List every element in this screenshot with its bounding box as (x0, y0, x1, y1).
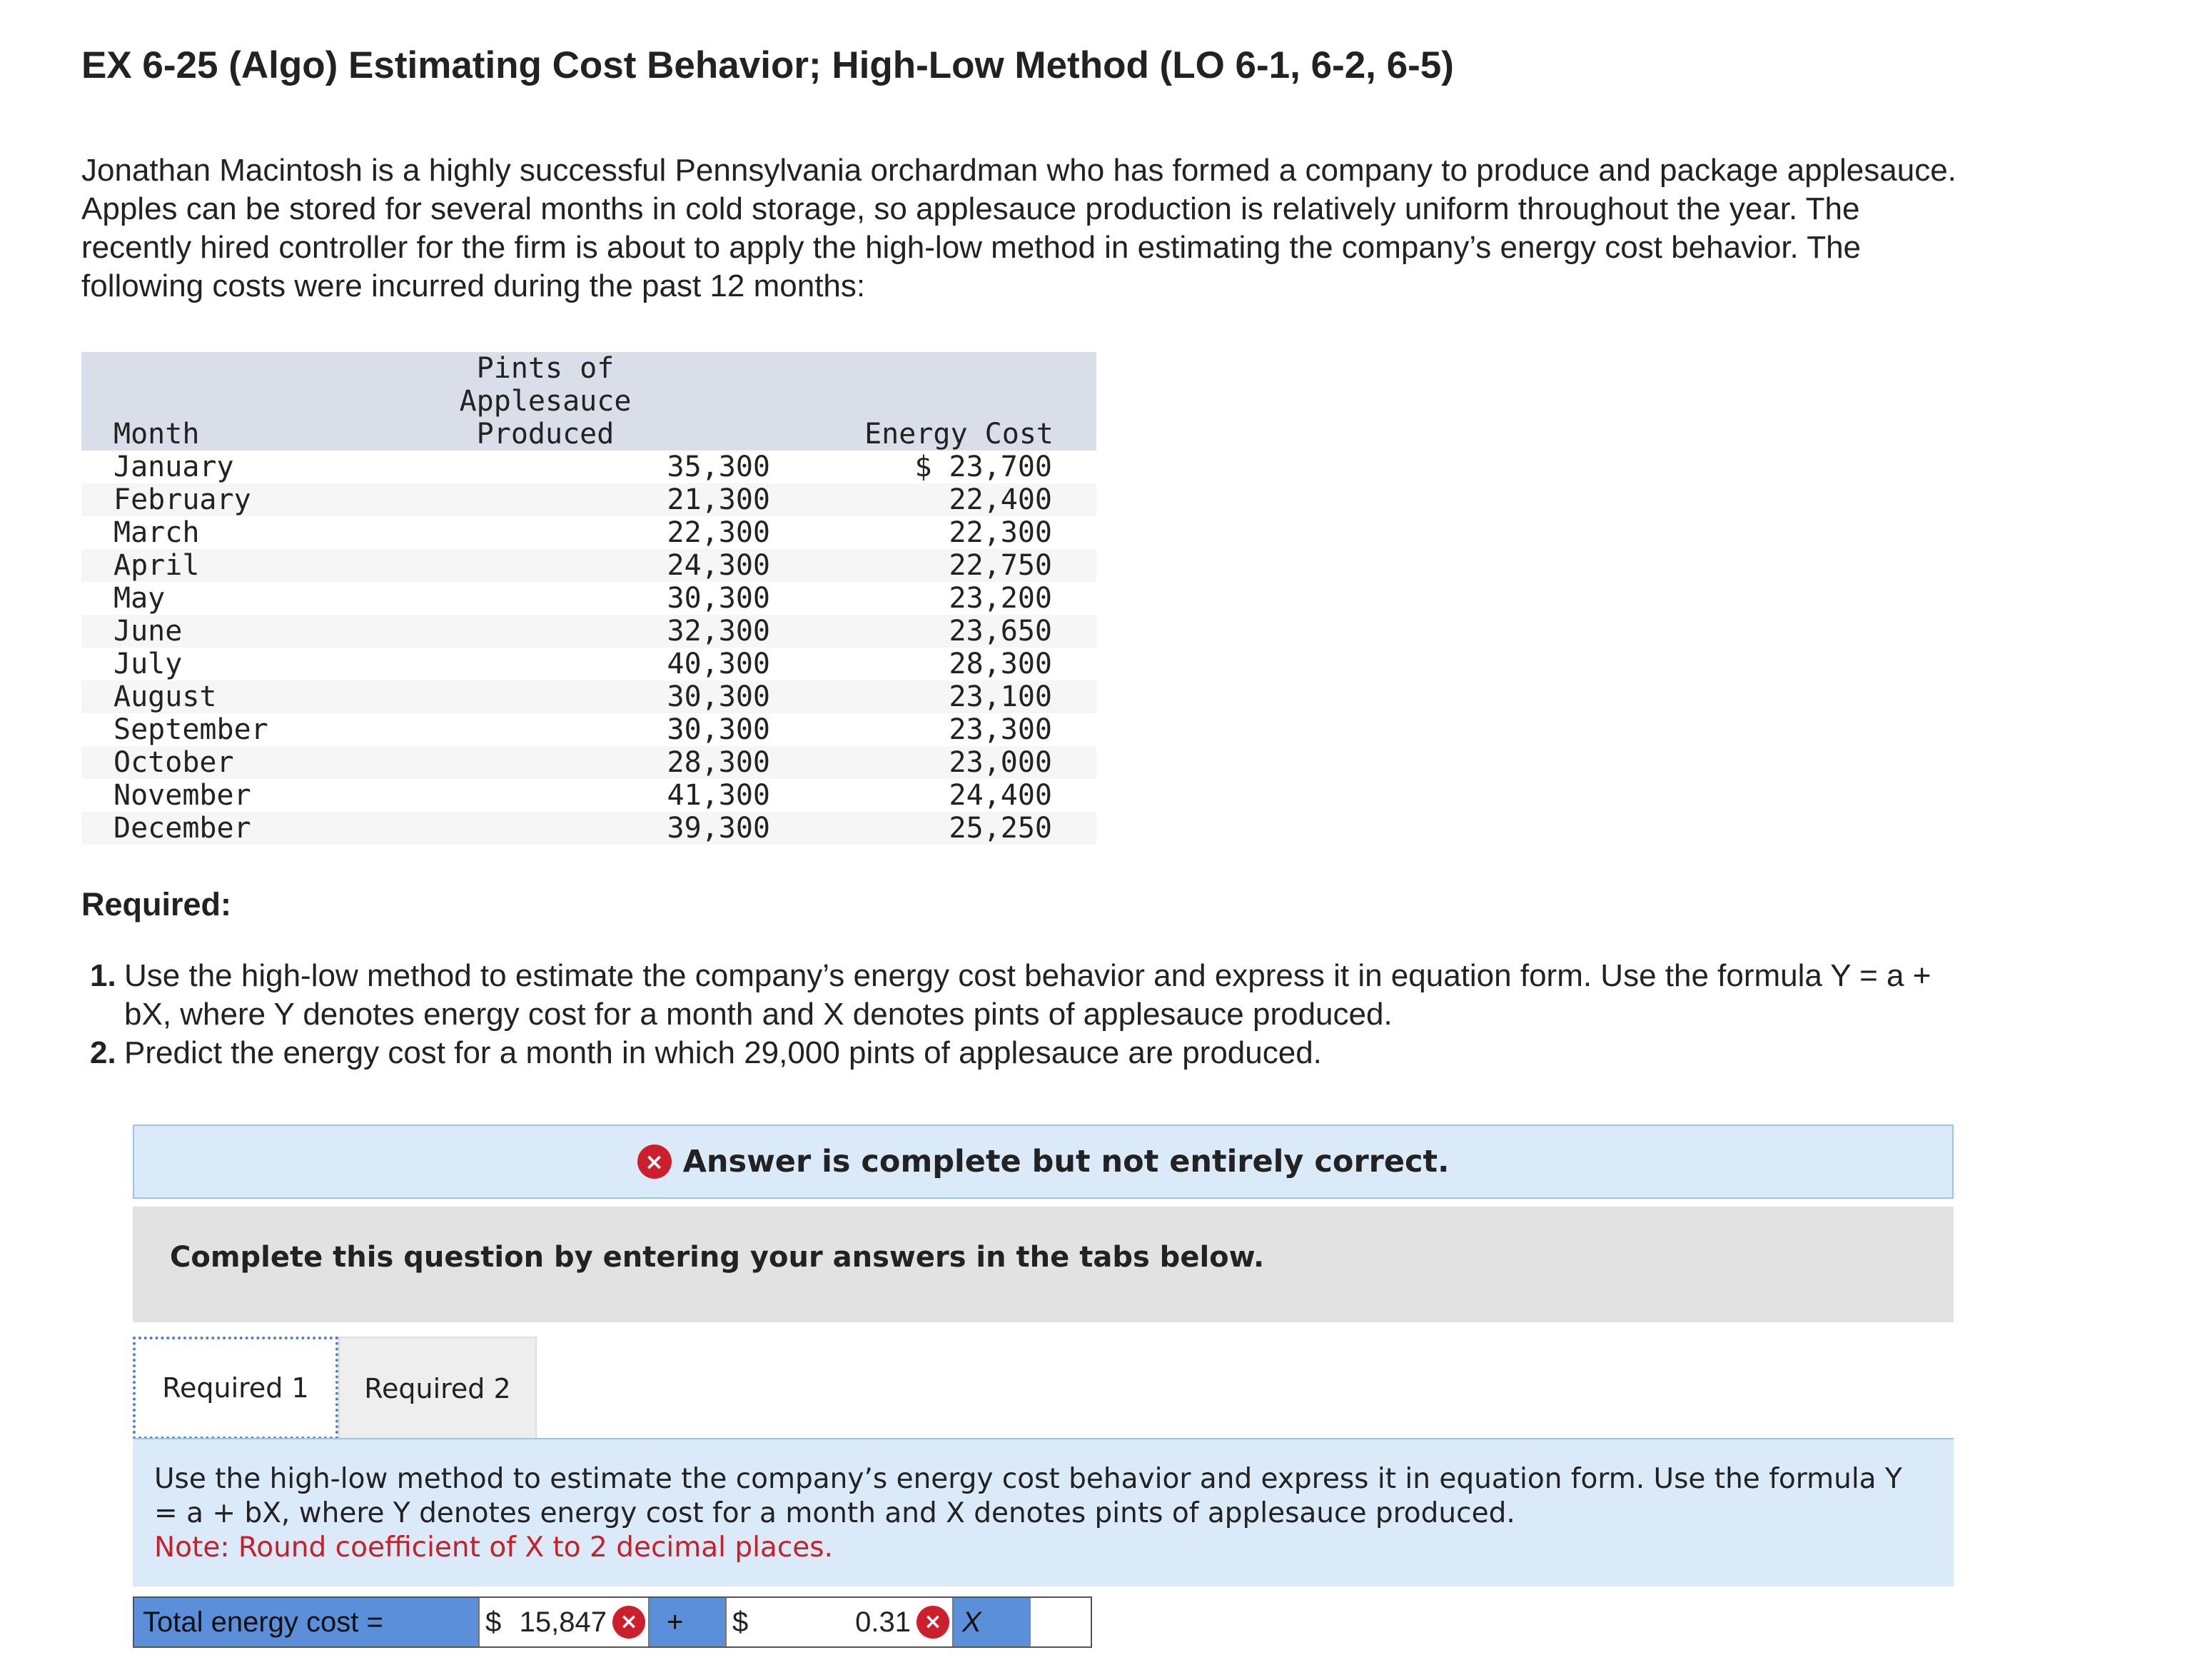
plus-sign: + (648, 1598, 727, 1646)
required-list (81, 957, 2151, 1072)
table-header (81, 352, 1096, 451)
fixed-cost-value: 15,847 (519, 1606, 607, 1638)
header-pints (320, 352, 770, 451)
header-pints-line: Applesauce (459, 385, 632, 418)
cell-month: December (113, 812, 251, 845)
cell-month: February (113, 483, 251, 516)
intro-line: recently hired controller for the firm is about to apply the high-low method in estimating the company’s energy cost behavior. The (81, 230, 1862, 265)
item-text: Use the high-low method to estimate the company’s energy cost behavior and express it in equation form. Use the formula Y = a + (124, 958, 1931, 993)
cell-energy-cost: 23,200 (949, 582, 1052, 615)
header-month: Month (113, 418, 200, 451)
variable-rate-input[interactable] (759, 1598, 952, 1646)
required-item-1 (81, 957, 2151, 1034)
cell-pints: 30,300 (667, 680, 770, 713)
table-row (81, 516, 1096, 549)
instruction-text: Complete this question by entering your answers in the tabs below. (170, 1241, 1265, 1274)
cell-month: January (113, 451, 234, 483)
intro-paragraph (81, 151, 2151, 306)
table-row (81, 812, 1096, 845)
panel-line: = a + bX, where Y denotes energy cost for a month and X denotes pints of applesauce produced. (154, 1497, 1515, 1529)
fixed-cost-input[interactable] (512, 1598, 648, 1646)
table-row (81, 615, 1096, 648)
table-row (81, 549, 1096, 582)
table-row (81, 451, 1096, 483)
table-row (81, 648, 1096, 680)
error-x-icon: × (637, 1145, 672, 1179)
cell-month: July (113, 648, 183, 680)
cell-energy-cost: 23,300 (949, 713, 1052, 746)
header-energy-cost: Energy Cost (864, 418, 1054, 451)
cell-energy-cost: 25,250 (949, 812, 1052, 845)
cell-energy-cost: 22,750 (949, 549, 1052, 582)
cell-month: April (113, 549, 200, 582)
cell-energy-cost: 24,400 (949, 779, 1052, 812)
cell-energy-cost: 23,650 (949, 615, 1052, 648)
cell-month: November (113, 779, 251, 812)
tab-required-2[interactable] (338, 1337, 537, 1439)
currency-symbol: $ (480, 1598, 512, 1646)
tab-label: Required 1 (162, 1372, 309, 1404)
instruction-box (133, 1207, 1954, 1322)
required-heading: Required: (81, 886, 232, 922)
cell-pints: 30,300 (667, 582, 770, 615)
cell-pints: 35,300 (667, 451, 770, 483)
table-row (81, 680, 1096, 713)
cell-month: August (113, 680, 217, 713)
cell-energy-cost: 23,100 (949, 680, 1052, 713)
cell-month: September (113, 713, 268, 746)
item-number: 1. (90, 958, 116, 993)
cell-pints: 21,300 (667, 483, 770, 516)
cell-energy-cost: 22,400 (949, 483, 1052, 516)
item-text: Predict the energy cost for a month in which 29,000 pints of applesauce are produced. (124, 1035, 1322, 1070)
incorrect-x-icon: × (916, 1606, 949, 1639)
table-row (81, 483, 1096, 516)
page-title: EX 6-25 (Algo) Estimating Cost Behavior; High-Low Method (LO 6-1, 6-2, 6-5) (81, 44, 1454, 86)
tab-label: Required 2 (364, 1373, 511, 1404)
table-row (81, 582, 1096, 615)
intro-line: following costs were incurred during the past 12 months: (81, 268, 866, 303)
cell-energy-cost: 28,300 (949, 648, 1052, 680)
cell-energy-cost: $ 23,700 (914, 451, 1052, 483)
cell-pints: 24,300 (667, 549, 770, 582)
cell-energy-cost: 23,000 (949, 746, 1052, 779)
table-row (81, 779, 1096, 812)
tab-required-1[interactable] (133, 1337, 338, 1439)
header-pints-line: Pints of (476, 352, 615, 385)
item-text: bX, where Y denotes energy cost for a month and X denotes pints of applesauce produced. (124, 997, 1393, 1032)
table-body (81, 451, 1096, 845)
cell-pints: 30,300 (667, 713, 770, 746)
table-row (81, 746, 1096, 779)
required-item-2 (81, 1034, 2151, 1072)
header-pints-line: Produced (476, 418, 615, 451)
cell-month: March (113, 516, 200, 549)
currency-symbol: $ (727, 1598, 759, 1646)
tab-panel (133, 1438, 1954, 1586)
cell-month: October (113, 746, 234, 779)
panel-note: Note: Round coefficient of X to 2 decimal places. (154, 1531, 833, 1564)
intro-line: Jonathan Macintosh is a highly successful Pennsylvania orchardman who has formed a company to produce and package applesauce. (81, 153, 1956, 188)
equation-label: Total energy cost = (134, 1598, 480, 1646)
cell-month: May (113, 582, 166, 615)
cell-pints: 40,300 (667, 648, 770, 680)
panel-line: Use the high-low method to estimate the company’s energy cost behavior and express it in equation form. Use the formula Y (154, 1463, 1902, 1495)
table-row (81, 713, 1096, 746)
incorrect-x-icon: × (612, 1606, 645, 1639)
cell-pints: 39,300 (667, 812, 770, 845)
intro-line: Apples can be stored for several months in cold storage, so applesauce production is relatively uniform throughout the year. The (81, 191, 1860, 226)
cell-pints: 41,300 (667, 779, 770, 812)
equation-row (133, 1596, 1092, 1648)
cell-pints: 32,300 (667, 615, 770, 648)
variable-rate-value: 0.31 (855, 1606, 911, 1638)
cell-pints: 22,300 (667, 516, 770, 549)
cell-energy-cost: 22,300 (949, 516, 1052, 549)
cell-pints: 28,300 (667, 746, 770, 779)
cell-month: June (113, 615, 183, 648)
cost-data-table (81, 352, 1096, 845)
item-number: 2. (90, 1035, 116, 1070)
x-variable-label: X (952, 1598, 1031, 1646)
answer-status-banner (133, 1125, 1954, 1199)
panel-description (154, 1462, 1924, 1565)
answer-status-text: Answer is complete but not entirely correct. (682, 1144, 1450, 1179)
